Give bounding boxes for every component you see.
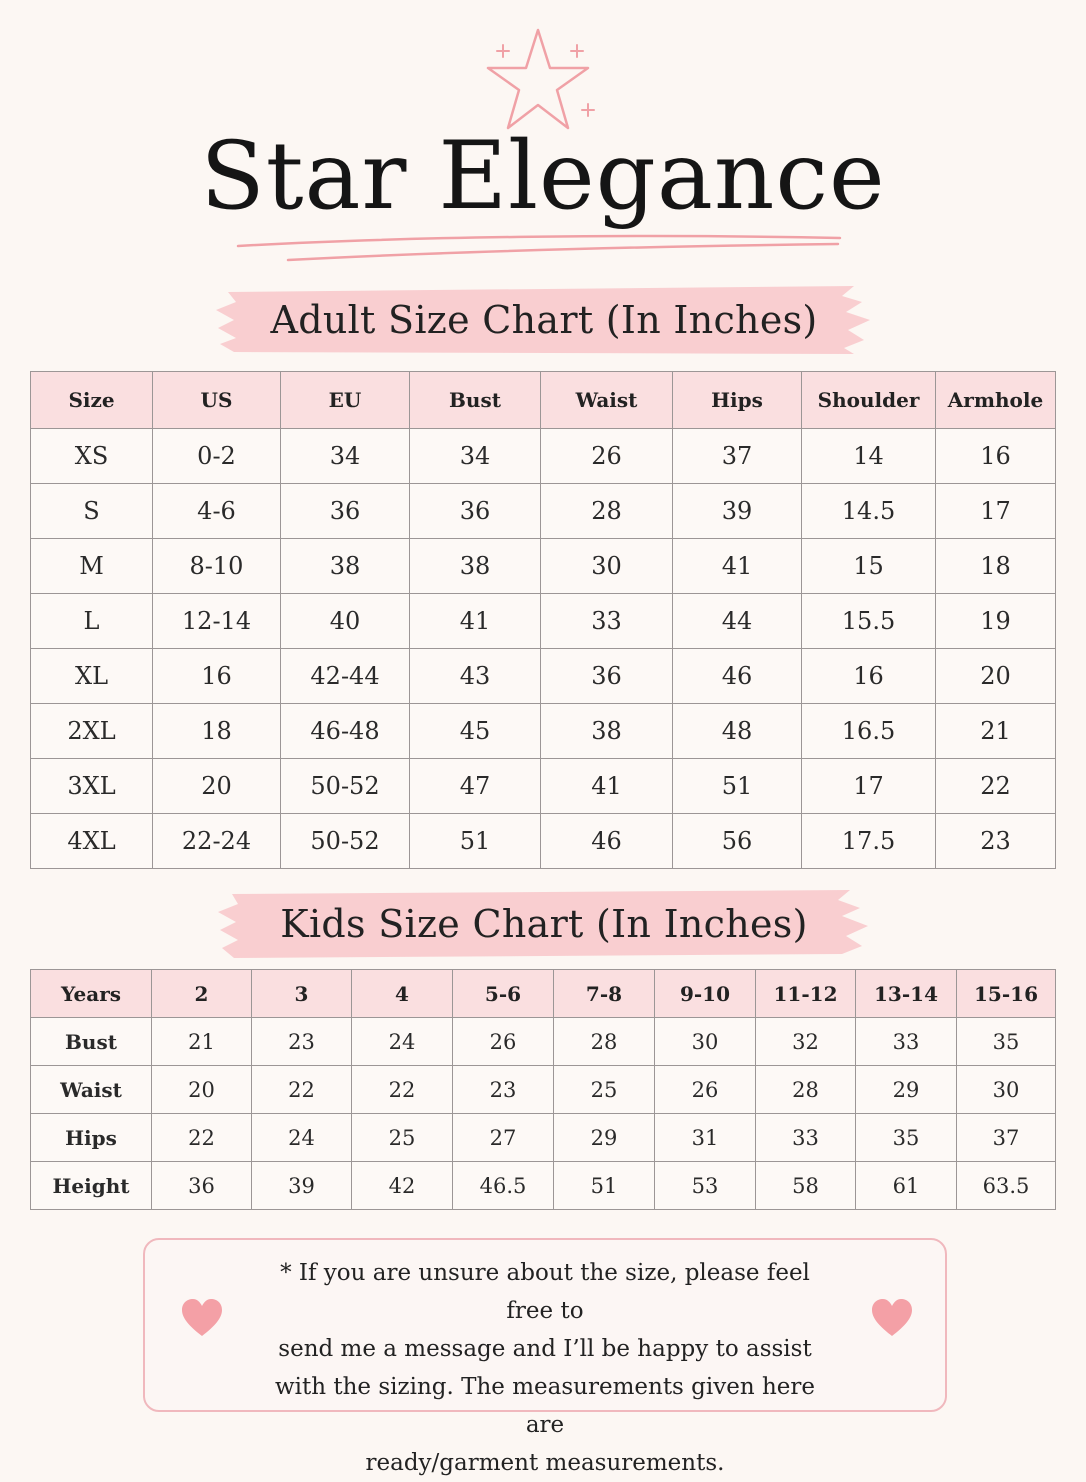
table-cell: 35 bbox=[957, 1018, 1056, 1066]
table-cell: 48 bbox=[673, 704, 802, 759]
kids-chart-title: Kids Size Chart (In Inches) bbox=[280, 902, 808, 946]
table-row bbox=[31, 484, 1056, 539]
table-cell: 33 bbox=[541, 594, 673, 649]
table-cell: 28 bbox=[541, 484, 673, 539]
table-cell: 53 bbox=[655, 1162, 756, 1210]
adult-chart-header bbox=[214, 282, 874, 358]
table-cell: 19 bbox=[936, 594, 1056, 649]
table-cell: 29 bbox=[554, 1114, 655, 1162]
row-label: S bbox=[31, 484, 153, 539]
note-line: with the sizing. The measurements given here are bbox=[274, 1374, 816, 1438]
table-cell: 45 bbox=[410, 704, 541, 759]
table-cell: 31 bbox=[655, 1114, 756, 1162]
table-cell: 28 bbox=[756, 1066, 856, 1114]
table-cell: 12-14 bbox=[153, 594, 281, 649]
table-row bbox=[31, 1114, 1056, 1162]
table-cell: 43 bbox=[410, 649, 541, 704]
row-label: 3XL bbox=[31, 759, 153, 814]
heart-icon bbox=[871, 1298, 913, 1338]
table-cell: 34 bbox=[410, 429, 541, 484]
table-cell: 63.5 bbox=[957, 1162, 1056, 1210]
table-cell: 17.5 bbox=[802, 814, 936, 869]
table-cell: 16.5 bbox=[802, 704, 936, 759]
table-cell: 26 bbox=[541, 429, 673, 484]
table-cell: 28 bbox=[554, 1018, 655, 1066]
row-label: Hips bbox=[31, 1114, 152, 1162]
table-cell: 38 bbox=[541, 704, 673, 759]
column-header: 9-10 bbox=[655, 970, 756, 1018]
table-cell: 36 bbox=[410, 484, 541, 539]
adult-size-table bbox=[30, 371, 1056, 869]
column-header: Hips bbox=[673, 372, 802, 429]
table-cell: 30 bbox=[957, 1066, 1056, 1114]
table-cell: 46 bbox=[541, 814, 673, 869]
note-line: send me a message and I’ll be happy to assist bbox=[278, 1336, 812, 1362]
table-cell: 0-2 bbox=[153, 429, 281, 484]
table-cell: 20 bbox=[153, 759, 281, 814]
table-cell: 14 bbox=[802, 429, 936, 484]
table-cell: 34 bbox=[281, 429, 410, 484]
column-header: 3 bbox=[252, 970, 352, 1018]
table-row bbox=[31, 649, 1056, 704]
row-label: L bbox=[31, 594, 153, 649]
table-cell: 25 bbox=[554, 1066, 655, 1114]
table-cell: 21 bbox=[936, 704, 1056, 759]
table-cell: 20 bbox=[936, 649, 1056, 704]
table-row bbox=[31, 429, 1056, 484]
table-cell: 22 bbox=[936, 759, 1056, 814]
table-cell: 22 bbox=[252, 1066, 352, 1114]
row-label: 4XL bbox=[31, 814, 153, 869]
table-row bbox=[31, 594, 1056, 649]
table-cell: 23 bbox=[936, 814, 1056, 869]
table-row bbox=[31, 814, 1056, 869]
table-cell: 46.5 bbox=[453, 1162, 554, 1210]
column-header: Waist bbox=[541, 372, 673, 429]
column-header: 4 bbox=[352, 970, 453, 1018]
table-cell: 29 bbox=[856, 1066, 957, 1114]
table-cell: 39 bbox=[673, 484, 802, 539]
table-cell: 26 bbox=[453, 1018, 554, 1066]
header-row bbox=[31, 970, 1056, 1018]
table-cell: 47 bbox=[410, 759, 541, 814]
column-header: 13-14 bbox=[856, 970, 957, 1018]
table-cell: 44 bbox=[673, 594, 802, 649]
table-cell: 22 bbox=[352, 1066, 453, 1114]
table-row bbox=[31, 759, 1056, 814]
table-cell: 42 bbox=[352, 1162, 453, 1210]
row-label: M bbox=[31, 539, 153, 594]
table-cell: 25 bbox=[352, 1114, 453, 1162]
table-cell: 15 bbox=[802, 539, 936, 594]
table-cell: 56 bbox=[673, 814, 802, 869]
table-cell: 27 bbox=[453, 1114, 554, 1162]
column-header: 11-12 bbox=[756, 970, 856, 1018]
kids-size-table bbox=[30, 969, 1056, 1210]
table-cell: 18 bbox=[936, 539, 1056, 594]
sizing-note bbox=[143, 1238, 947, 1476]
table-cell: 38 bbox=[281, 539, 410, 594]
row-label: XL bbox=[31, 649, 153, 704]
table-cell: 18 bbox=[153, 704, 281, 759]
table-cell: 36 bbox=[152, 1162, 252, 1210]
row-label: 2XL bbox=[31, 704, 153, 759]
table-cell: 21 bbox=[152, 1018, 252, 1066]
header-row bbox=[31, 372, 1056, 429]
table-cell: 51 bbox=[673, 759, 802, 814]
table-cell: 30 bbox=[541, 539, 673, 594]
row-label: Waist bbox=[31, 1066, 152, 1114]
table-cell: 16 bbox=[153, 649, 281, 704]
column-header: Years bbox=[31, 970, 152, 1018]
table-cell: 35 bbox=[856, 1114, 957, 1162]
table-row bbox=[31, 1018, 1056, 1066]
table-cell: 41 bbox=[541, 759, 673, 814]
table-cell: 32 bbox=[756, 1018, 856, 1066]
table-cell: 22 bbox=[152, 1114, 252, 1162]
table-cell: 36 bbox=[541, 649, 673, 704]
column-header: 7-8 bbox=[554, 970, 655, 1018]
table-cell: 39 bbox=[252, 1162, 352, 1210]
table-cell: 51 bbox=[554, 1162, 655, 1210]
table-cell: 38 bbox=[410, 539, 541, 594]
table-cell: 22-24 bbox=[153, 814, 281, 869]
table-cell: 33 bbox=[856, 1018, 957, 1066]
row-label: XS bbox=[31, 429, 153, 484]
note-line: ready/garment measurements. bbox=[365, 1450, 725, 1476]
table-cell: 30 bbox=[655, 1018, 756, 1066]
table-cell: 15.5 bbox=[802, 594, 936, 649]
brand-title: Star Elegance bbox=[200, 122, 886, 231]
table-cell: 20 bbox=[152, 1066, 252, 1114]
table-cell: 14.5 bbox=[802, 484, 936, 539]
table-cell: 23 bbox=[453, 1066, 554, 1114]
column-header: Shoulder bbox=[802, 372, 936, 429]
column-header: US bbox=[153, 372, 281, 429]
table-cell: 37 bbox=[957, 1114, 1056, 1162]
heart-icon bbox=[181, 1298, 223, 1338]
table-cell: 50-52 bbox=[281, 814, 410, 869]
table-cell: 8-10 bbox=[153, 539, 281, 594]
column-header: Armhole bbox=[936, 372, 1056, 429]
table-cell: 61 bbox=[856, 1162, 957, 1210]
table-cell: 16 bbox=[802, 649, 936, 704]
column-header: 5-6 bbox=[453, 970, 554, 1018]
table-cell: 41 bbox=[410, 594, 541, 649]
table-cell: 24 bbox=[352, 1018, 453, 1066]
column-header: Size bbox=[31, 372, 153, 429]
table-row bbox=[31, 704, 1056, 759]
title-underline bbox=[230, 228, 850, 268]
column-header: 2 bbox=[152, 970, 252, 1018]
column-header: EU bbox=[281, 372, 410, 429]
table-cell: 16 bbox=[936, 429, 1056, 484]
table-cell: 50-52 bbox=[281, 759, 410, 814]
table-cell: 46-48 bbox=[281, 704, 410, 759]
table-cell: 36 bbox=[281, 484, 410, 539]
adult-chart-title: Adult Size Chart (In Inches) bbox=[270, 298, 818, 342]
table-cell: 40 bbox=[281, 594, 410, 649]
table-row bbox=[31, 1066, 1056, 1114]
table-cell: 24 bbox=[252, 1114, 352, 1162]
table-cell: 58 bbox=[756, 1162, 856, 1210]
table-cell: 37 bbox=[673, 429, 802, 484]
table-row bbox=[31, 1162, 1056, 1210]
table-cell: 51 bbox=[410, 814, 541, 869]
table-cell: 17 bbox=[802, 759, 936, 814]
column-header: Bust bbox=[410, 372, 541, 429]
table-cell: 17 bbox=[936, 484, 1056, 539]
kids-chart-header bbox=[214, 886, 874, 962]
row-label: Height bbox=[31, 1162, 152, 1210]
table-cell: 41 bbox=[673, 539, 802, 594]
note-line: * If you are unsure about the size, please feel free to bbox=[280, 1260, 810, 1324]
table-cell: 4-6 bbox=[153, 484, 281, 539]
table-cell: 26 bbox=[655, 1066, 756, 1114]
table-cell: 42-44 bbox=[281, 649, 410, 704]
table-cell: 33 bbox=[756, 1114, 856, 1162]
row-label: Bust bbox=[31, 1018, 152, 1066]
column-header: 15-16 bbox=[957, 970, 1056, 1018]
table-row bbox=[31, 539, 1056, 594]
table-cell: 46 bbox=[673, 649, 802, 704]
table-cell: 23 bbox=[252, 1018, 352, 1066]
